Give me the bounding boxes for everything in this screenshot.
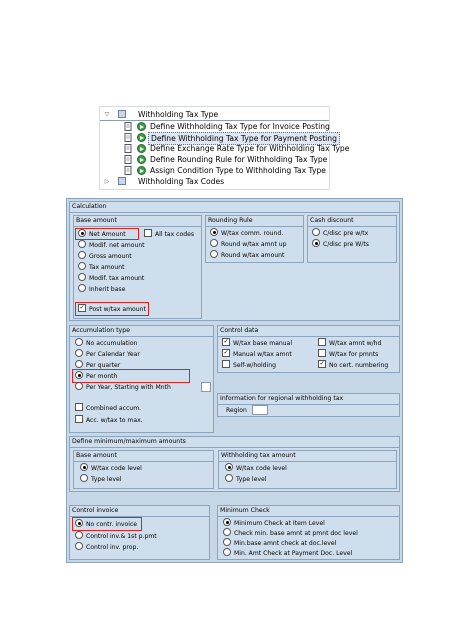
radio-button[interactable] (312, 228, 320, 236)
cash-discount-group (307, 215, 397, 263)
document-icon (124, 122, 133, 131)
radio-tax-amount[interactable] (78, 263, 125, 272)
radio-button[interactable] (223, 548, 231, 556)
tree-item-label: Assign Condition Type to Withholding Tax Type (150, 166, 326, 175)
tree-item-label: Define Rounding Rule for Withholding Tax Type (150, 155, 328, 164)
highlight-box (72, 369, 190, 383)
option-label: Net Amount (89, 231, 126, 238)
checkbox-wtax-for-pmnts[interactable] (318, 350, 378, 359)
radio-button[interactable] (223, 538, 231, 546)
radio-min-check-item-level[interactable] (223, 519, 325, 528)
option-label: W/tax comm. round. (221, 230, 284, 237)
radio-button[interactable] (80, 474, 88, 482)
group-title: Base amount (76, 452, 117, 459)
customizing-tree (99, 106, 350, 190)
checkbox[interactable]: ✓ (79, 304, 85, 311)
tree-item-label: Define Withholding Tax Type for Invoice Posting (150, 122, 330, 131)
group-title: Rounding Rule (208, 217, 253, 224)
highlight-box (75, 228, 139, 240)
option-label: C/disc pre w/tx (323, 230, 369, 237)
option-label: Min.base amnt check at doc.level (234, 540, 337, 547)
option-label: Per quarter (86, 362, 121, 369)
min-max-amounts-group (69, 436, 400, 492)
minmax-wtax-amount-group (218, 450, 397, 489)
checkbox-wtax-base-manual[interactable] (222, 339, 292, 348)
group-title: Control invoice (72, 507, 119, 514)
control-invoice-group (69, 505, 210, 560)
radio-button[interactable] (80, 463, 88, 471)
radio-button[interactable] (78, 251, 86, 259)
document-icon (124, 133, 133, 142)
highlight-box (75, 302, 149, 316)
tree-node-label: Withholding Tax Type (138, 110, 219, 119)
option-label: Per month (86, 373, 118, 380)
checkbox[interactable] (318, 349, 326, 357)
radio-per-year-start-month[interactable] (75, 383, 171, 392)
radio-inherit-base[interactable] (78, 285, 125, 294)
option-label: Post w/tax amount (89, 306, 146, 313)
option-label: Gross amount (89, 253, 132, 260)
checkbox-wtax-amnt-whd[interactable] (318, 339, 381, 348)
radio-min-base-doc-level[interactable] (223, 539, 336, 548)
radio-base-type-level[interactable] (80, 475, 121, 484)
radio-button[interactable] (312, 239, 320, 247)
option-label: No accumulation (86, 340, 138, 347)
radio-button[interactable] (225, 474, 233, 482)
group-title: Accumulation type (72, 327, 130, 334)
control-data-group (217, 325, 400, 373)
group-title: Define minimum/maximum amounts (72, 438, 186, 445)
option-label: W/tax code level (91, 465, 142, 472)
radio-button[interactable] (210, 250, 218, 258)
tree-node-withholding-tax-type[interactable] (100, 109, 329, 121)
radio-button[interactable] (78, 284, 86, 292)
option-label: Manual w/tax amnt (233, 351, 292, 358)
checkbox[interactable] (222, 360, 230, 368)
radio-button[interactable] (78, 240, 86, 248)
checkbox[interactable]: ✓ (319, 360, 325, 367)
option-label: W/tax amnt w/hd (329, 340, 382, 347)
radio-modif-net-amount[interactable] (78, 241, 145, 250)
wtax-type-form (66, 198, 403, 563)
option-label: Control inv. prop. (86, 544, 139, 551)
option-label: C/disc pre W/ts (323, 241, 369, 248)
group-title: Cash discount (310, 217, 354, 224)
base-amount-group (73, 215, 202, 319)
document-icon (124, 155, 133, 164)
radio-button[interactable] (210, 228, 218, 236)
checkbox-all-tax-codes[interactable] (144, 230, 194, 239)
start-month-input[interactable] (201, 382, 211, 392)
option-label: Combined accum. (86, 405, 142, 412)
radio-control-inv-first-pmt[interactable] (75, 532, 157, 541)
checkbox-manual-wtax-amnt[interactable] (222, 350, 292, 359)
option-label: Type level (91, 476, 122, 483)
radio-button[interactable] (75, 382, 83, 390)
option-label: All tax codes (155, 231, 195, 238)
radio-base-wtax-code-level[interactable] (80, 464, 142, 473)
option-label: Minimum Check at Item Level (234, 520, 325, 527)
checkbox[interactable] (75, 415, 83, 423)
checkbox[interactable] (318, 338, 326, 346)
checkbox-combined-accum[interactable] (75, 404, 141, 413)
group-title: Calculation (72, 203, 107, 210)
group-title: Base amount (76, 217, 117, 224)
checkbox[interactable]: ✓ (223, 338, 229, 345)
group-title: Control data (220, 327, 259, 334)
option-label: No contr. invoice (86, 521, 138, 528)
radio-button[interactable] (75, 360, 83, 368)
region-input[interactable] (252, 405, 268, 415)
radio-button[interactable] (78, 273, 86, 281)
group-title: Minimum Check (220, 507, 270, 514)
radio-wtax-code-level[interactable] (225, 464, 287, 473)
option-label: W/tax for pmnts (329, 351, 379, 358)
tree-item-label: Define Exchange Rate Type for Withholding Tax Type (150, 144, 350, 153)
checkbox-acc-wtax-max[interactable] (75, 416, 143, 425)
option-label: Min. Amt Check at Payment Doc. Level (234, 550, 353, 557)
option-label: No cert. numbering (329, 362, 389, 369)
radio-wtax-type-level[interactable] (225, 475, 266, 484)
regional-wtax-group (217, 393, 400, 417)
radio-cdisc-pre-wtx[interactable] (312, 229, 368, 238)
highlight-box (72, 517, 142, 531)
radio-min-base-pmnt-doc[interactable] (223, 529, 358, 538)
radio-button[interactable] (78, 262, 86, 270)
radio-wtax-comm-round[interactable] (210, 229, 283, 238)
checkbox-self-wholding[interactable] (222, 361, 276, 370)
execute-icon[interactable] (137, 144, 146, 153)
checkbox-no-cert-numbering[interactable] (318, 361, 388, 370)
rounding-rule-group (205, 215, 304, 263)
checkbox[interactable] (144, 229, 152, 237)
radio-button[interactable] (75, 542, 83, 550)
folder-icon (118, 177, 126, 185)
group-title: Withholding tax amount (221, 452, 296, 459)
radio-per-calendar-year[interactable] (75, 350, 140, 359)
checkbox[interactable] (75, 403, 83, 411)
folder-icon (118, 110, 126, 118)
checkbox[interactable]: ✓ (223, 349, 229, 356)
option-label: Tax amount (89, 264, 125, 271)
region-label: Region (226, 407, 247, 414)
option-label: Per Year, Starting with Mnth (86, 384, 171, 391)
expand-arrow-icon[interactable]: ▷ (104, 178, 110, 185)
accumulation-type-group (69, 325, 214, 433)
execute-icon[interactable] (137, 133, 146, 142)
calculation-group (69, 201, 400, 321)
tree-item-label: Define Withholding Tax Type for Payment Posting (148, 132, 340, 145)
radio-button[interactable] (210, 239, 218, 247)
execute-icon[interactable] (137, 155, 146, 164)
option-label: Modif. tax amount (89, 275, 145, 282)
execute-icon[interactable] (137, 122, 146, 131)
minmax-base-amount-group (73, 450, 214, 489)
option-label: Self-w/holding (233, 362, 276, 369)
radio-round-wtax-amount[interactable] (210, 251, 284, 260)
radio-no-accumulation[interactable] (75, 339, 137, 348)
radio-button[interactable] (223, 518, 231, 526)
radio-button[interactable] (225, 463, 233, 471)
radio-modif-tax-amount[interactable] (78, 274, 144, 283)
option-label: Modif. net amount (89, 242, 145, 249)
document-icon (124, 144, 133, 153)
option-label: Control inv.& 1st p.pmt (86, 533, 157, 540)
option-label: W/tax code level (236, 465, 287, 472)
option-label: Per Calendar Year (86, 351, 140, 358)
option-label: W/tax base manual (233, 340, 293, 347)
radio-button[interactable] (75, 531, 83, 539)
option-label: Round w/tax amnt up (221, 241, 287, 248)
radio-button[interactable] (223, 528, 231, 536)
option-label: Inherit base (89, 286, 126, 293)
radio-min-amt-payment-doc[interactable] (223, 549, 352, 558)
option-label: Type level (236, 476, 267, 483)
radio-control-inv-prop[interactable] (75, 543, 138, 552)
radio-button[interactable] (75, 349, 83, 357)
option-label: Acc. w/tax to max. (86, 417, 143, 424)
option-label: Round w/tax amount (221, 252, 285, 259)
radio-gross-amount[interactable] (78, 252, 132, 261)
radio-round-up[interactable] (210, 240, 287, 249)
group-title: Information for regional withholding tax (220, 395, 344, 402)
minimum-check-group (217, 505, 400, 560)
execute-icon[interactable] (137, 166, 146, 175)
radio-cdisc-pre-wts[interactable] (312, 240, 369, 249)
collapse-arrow-icon[interactable]: ▽ (104, 111, 110, 118)
tree-node-label: Withholding Tax Codes (138, 177, 225, 186)
document-icon (124, 166, 133, 175)
option-label: Check min. base amnt at pmnt doc level (234, 530, 358, 537)
radio-button[interactable] (75, 338, 83, 346)
